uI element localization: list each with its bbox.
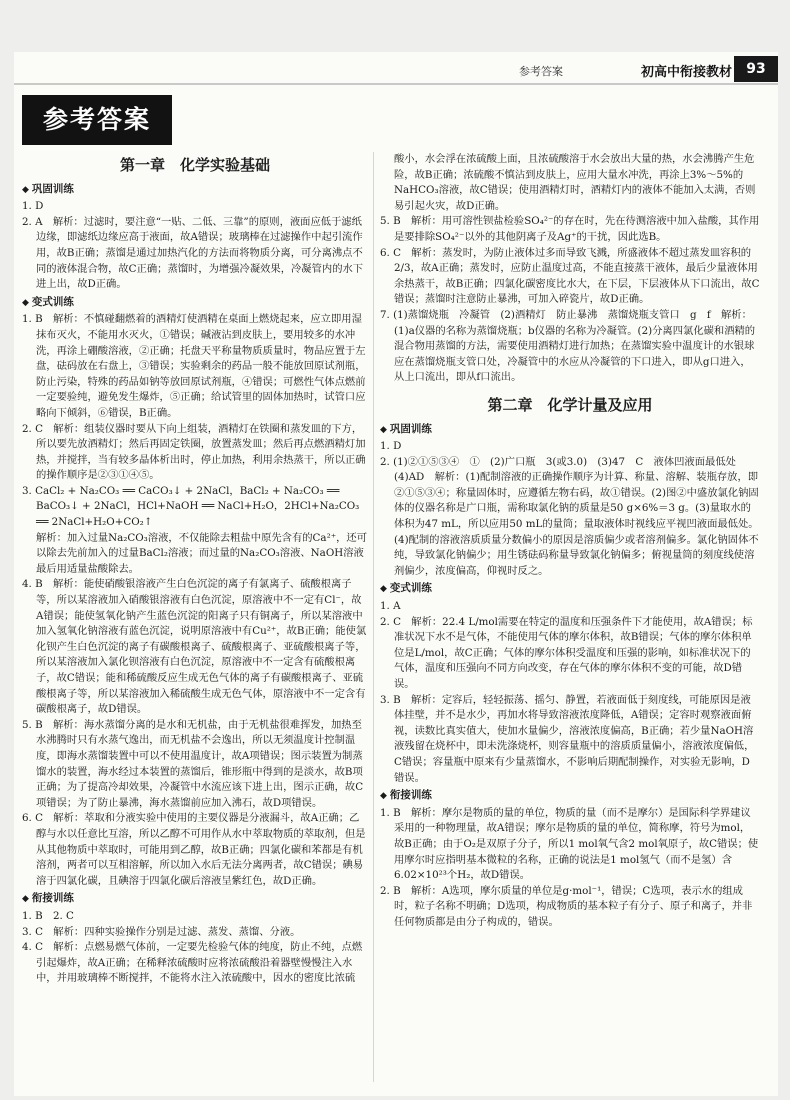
answer-item: 1. B 解析：摩尔是物质的量的单位，物质的量（而不是摩尔）是国际科学界建议采用的一种物理量，故A错误；摩尔是物质的量的单位，简称摩，符号为mol，故B正确；由于O₂是双原子分子，所以1 mol氧气含2 mol氧原子，故C错误；使用摩尔时应指明基本微粒的名称，正确的说法是1 mol氢气（而不是氢）含6.02×10²³个H₂，故D错误。 bbox=[380, 806, 759, 882]
answer-item: 解析：加入过量Na₂CO₃溶液，不仅能除去粗盐中原先含有的Ca²⁺，还可以除去先前加入的过量BaCl₂溶液；而过量的Na₂CO₃溶液、NaOH溶液最后用适量盐酸除去。 bbox=[36, 531, 368, 575]
right-column bbox=[380, 152, 760, 931]
header-section-label: 参考答案 bbox=[519, 65, 563, 78]
chapter-2-title: 第二章 化学计量及应用 bbox=[487, 395, 653, 414]
answer-item: 1. B 2. C bbox=[22, 909, 74, 922]
answer-item: 2. B 解析：A选项，摩尔质量的单位是g·mol⁻¹，错误；C选项，表示水的组成时，粒子名称不明确；D选项，构成物质的基本粒子有分子、原子和离子，并非任何物质都是由分子构成的，错误。 bbox=[380, 884, 753, 928]
answer-item: 2. (1)②①⑤③④ ① (2)广口瓶 3(或3.0) (3)47 C 液体凹液面最低处 (4)AD 解析：(1)配制溶液的正确操作顺序为计算、称量、溶解、装瓶存放，即②①⑤③④；称量固体时，应遵循左物右码，故①错误。(2)图②中盛放氯化钠固体的仪器名称是广口瓶，需称取氯化钠的质量是50 g×6%＝3 g。(3)量取水的体积为47 mL，所以应用50 mL的量筒；量取液体时视线应平视凹液面最低处。(4)配制的溶液溶质质量分数偏小的原因是溶质偏少或者溶剂偏多。氯化钠固体不纯，导致氯化钠偏少；用生锈砝码称量导致氯化钠偏多；俯视量筒的刻度线使溶剂偏少，浓度偏高，仰视时反之。 bbox=[380, 455, 759, 577]
section-consolidation: ◆ 巩固训练 bbox=[380, 422, 760, 439]
chapter-1-title: 第一章 化学实验基础 bbox=[119, 156, 270, 174]
answer-banner bbox=[22, 95, 172, 145]
section-consolidation: ◆ 巩固训练 bbox=[22, 182, 368, 199]
answer-item: 1. D bbox=[380, 440, 402, 453]
answer-item: 3. B 解析：定容后，轻轻振荡、摇匀、静置，若液面低于刻度线，可能原因是液体挂壁，并不是水少，再加水将导致溶液浓度降低，A错误；定容时观察液面俯视，读数比真实值大，使加水量偏少，溶液浓度偏高，B正确；若少量NaOH溶液残留在烧杯中，即未洗涤烧杯，则容量瓶中的溶质质量偏小，溶液浓度偏低，C错误；容量瓶中原来有少量蒸馏水，不影响后期配制操作，对实验无影响，D错误。 bbox=[380, 693, 755, 784]
section-bridging: ◆ 衔接训练 bbox=[22, 891, 368, 908]
section-variant: ◆ 变式训练 bbox=[380, 581, 760, 598]
answer-item: 4. B 解析：能使硝酸银溶液产生白色沉淀的离子有氯离子、硫酸根离子等，所以某溶液加入硝酸银溶液有白色沉淀，原溶液中不一定有Cl⁻，故A错误；能使氢氧化钠产生蓝色沉淀的阳离子只有铜离子，所以某溶液中加入氢氧化钠溶液有蓝色沉淀，说明原溶液中有Cu²⁺，故B正确；能使氯化钡产生白色沉淀的离子有碳酸根离子、硫酸根离子、亚硫酸根离子等，所以某溶液加入氯化钡溶液有白色沉淀，原溶液中不一定含有硫酸根离子，故C错误；能和稀硫酸反应生成无色气体的离子有碳酸根离子、亚硫酸根离子等，所以某溶液加入稀硫酸生成无色气体，原溶液中不一定含有碳酸根离子，故D错误。 bbox=[22, 578, 367, 716]
answer-item: 3. C 解析：四种实验操作分别是过滤、蒸发、蒸馏、分液。 bbox=[22, 925, 301, 938]
page-header bbox=[14, 50, 778, 84]
answer-item: 6. C 解析：萃取和分液实验中使用的主要仪器是分液漏斗，故A正确；乙醇与水以任意比互溶，所以乙醇不可用作从水中萃取物质的萃取剂，但是从其他物质中萃取时，可能用到乙醇，故B正确；四氯化碳和苯都是有机溶剂，两者可以互相溶解，所以加入水后无法分离两者，故C错误；碘易溶于四氯化碳，且碘溶于四氯化碳后溶液呈紫红色，故D正确。 bbox=[22, 812, 366, 887]
column-divider bbox=[373, 152, 374, 1082]
section-bridging: ◆ 衔接训练 bbox=[380, 788, 760, 805]
banner-title: 参考答案 bbox=[42, 105, 151, 134]
answer-item: 1. B 解析：不慎碰翻燃着的酒精灯使酒精在桌面上燃烧起来，应立即用湿抹布灭火，不能用水灭火，①错误；碱液沾到皮肤上，要用较多的水冲洗，再涂上硼酸溶液，②正确；托盘天平称量物质质量时，物品应置于左盘，砝码放在右盘上，③错误；实验剩余的药品一般不能放回原试剂瓶，防止污染，特殊的药品如钠等放回原试剂瓶，④错误；可燃性气体点燃前一定要验纯，避免发生爆炸，⑤正确；给试管里的固体加热时，试管口应略向下倾斜，⑥错误，B正确。 bbox=[22, 313, 366, 419]
answer-item: 2. C 解析：组装仪器时要从下向上组装，酒精灯在铁圈和蒸发皿的下方，所以要先放酒精灯；然后再固定铁圈，放置蒸发皿；然后再点燃酒精灯加热，并搅拌，当有较多晶体析出时，停止加热，利用余热蒸干，所以正确的操作顺序是②③①④⑤。 bbox=[22, 422, 366, 482]
page-number: 93 bbox=[734, 56, 778, 82]
header-divider bbox=[14, 83, 778, 85]
answer-item: 5. B 解析：海水蒸馏分离的是水和无机盐，由于无机盐很难挥发，加热至水沸腾时只有水蒸气逸出，而无机盐不会逸出，所以无须温度计控制温度，即海水蒸馏装置中可以不使用温度计，故A项错误；图示装置为制蒸馏水的装置，海水经过本装置的蒸馏后，锥形瓶中得到的是淡水，故B项正确；为了提高冷却效果，冷凝管中水流应该下进上出，图示正确，故C项错误；为了防止暴沸，海水蒸馏前应加入沸石，故D项错误。 bbox=[22, 718, 364, 809]
answer-item: 3. CaCl₂ + Na₂CO₃ ══ CaCO₃↓ + 2NaCl，BaCl₂ + Na₂CO₃ ══ BaCO₃↓ + 2NaCl，HCl+NaOH ══ NaCl+H₂O，2HCl+Na₂CO₃ ══ 2NaCl+H₂O+CO₂↑ bbox=[22, 484, 360, 529]
answer-item: 5. B 解析：用可溶性钡盐检验SO₄²⁻的存在时，先在待测溶液中加入盐酸，其作用是要排除SO₄²⁻以外的其他阴离子及Ag⁺的干扰，因此选B。 bbox=[380, 215, 760, 243]
header-book-title: 初高中衔接教材 bbox=[640, 65, 732, 80]
answer-item: 2. A 解析：过滤时，要注意“一贴、二低、三靠”的原则，液面应低于滤纸边缘，即滤纸边缘应高于液面，故A错误；玻璃棒在过滤操作中起引流作用，故B正确；蒸馏是通过加热汽化的方法而将物质分离，可分离沸点不同的液体混合物，故C正确；蒸馏时，为增强冷凝效果，冷凝管内的水下进上出，故D正确。 bbox=[22, 215, 364, 291]
answer-item: 酸小，水会浮在浓硫酸上面，且浓硫酸溶于水会放出大量的热，水会沸腾产生危险，故B正确；浓硫酸不慎沾到皮肤上，应用大量水冲洗，再涂上3%～5%的NaHCO₃溶液，故C错误；使用酒精灯时，酒精灯内的液体不能加入太满，否则易引起火灾，故D正确。 bbox=[394, 153, 756, 212]
left-column bbox=[22, 152, 368, 987]
section-variant: ◆ 变式训练 bbox=[22, 295, 368, 312]
answer-item: 1. A bbox=[380, 600, 401, 613]
answer-item: 1. D bbox=[22, 200, 44, 213]
answer-item: 7. (1)蒸馏烧瓶 冷凝管 (2)酒精灯 防止暴沸 蒸馏烧瓶支管口 g f 解析：(1)a仪器的名称为蒸馏烧瓶；b仪器的名称为冷凝管。(2)分离四氯化碳和酒精的混合物用蒸馏的方法，需要使用酒精灯进行加热；在蒸馏实验中温度计的水银球应在蒸馏烧瓶支管口处，冷凝管中的水应从冷凝管的下口进入，即从g口进入，从上口流出，即从f口流出。 bbox=[380, 308, 756, 384]
answer-item: 6. C 解析：蒸发时，为防止液体过多而导致飞溅，所盛液体不超过蒸发皿容积的2/3，故A正确；蒸发时，应防止温度过高，不能直接蒸干液体，最后少量液体用余热蒸干，故B正确；四氯化碳密度比水大，在下层，下层液体从下口流出，故C错误；蒸馏时注意防止暴沸，可加入碎瓷片，故D正确。 bbox=[380, 246, 760, 306]
answer-item: 2. C 解析：22.4 L/mol需要在特定的温度和压强条件下才能使用，故A错误；标准状况下水不是气体，不能使用气体的摩尔体积，故B错误；气体的摩尔体积单位是L/mol，故C正确；气体的摩尔体积受温度和压强的影响，如标准状况下的气体，温度和压强向不同方向改变，存在气体的摩尔体积不变的可能，故D错误。 bbox=[380, 615, 753, 690]
answer-item: 4. C 解析：点燃易燃气体前，一定要先检验气体的纯度，防止不纯，点燃引起爆炸，故A正确；在稀释浓硫酸时应将浓硫酸沿着器壁慢慢注入水中，并用玻璃棒不断搅拌，不能将水注入浓硫酸中，因水的密度比浓硫 bbox=[22, 941, 363, 985]
